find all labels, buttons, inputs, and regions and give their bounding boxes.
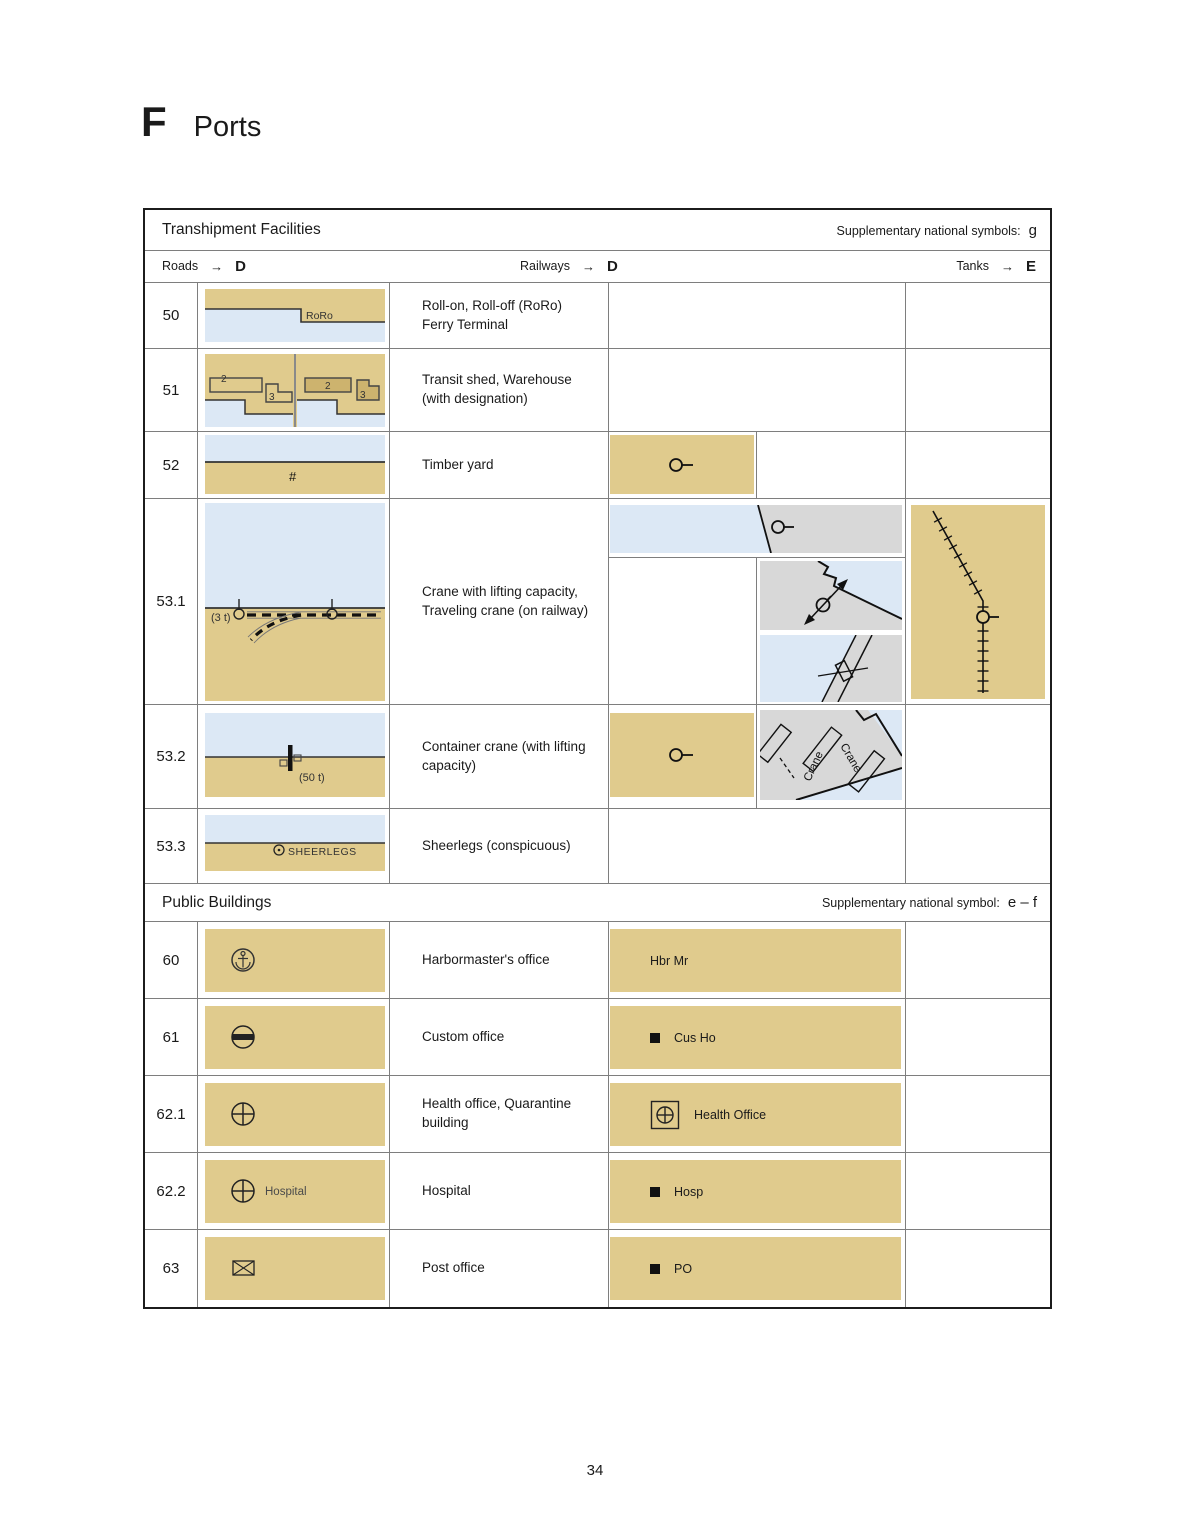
description-text: Health office, Quarantine building xyxy=(422,1096,572,1130)
traveling-crane-subcell xyxy=(757,558,905,704)
int-symbol-cell xyxy=(198,283,390,348)
supplementary-cell xyxy=(906,999,1050,1075)
capacity-label: (50 t) xyxy=(299,772,325,784)
description-cell xyxy=(390,1153,609,1229)
table-section-title: Transhipment Facilities xyxy=(162,221,321,238)
crane-plain-symbol xyxy=(610,713,754,797)
description-text: Crane with lifting capacity, Traveling crane (on railway) xyxy=(422,583,589,618)
description-text: Harbormaster's office xyxy=(422,951,550,967)
table-row-52 xyxy=(145,432,1050,499)
table-row-62-2 xyxy=(145,1153,1050,1230)
roro-label: RoRo xyxy=(306,310,333,322)
section-letter: F xyxy=(141,98,168,145)
supplementary-cell xyxy=(906,349,1050,431)
other-symbol-cell xyxy=(609,499,906,704)
abbr-text: Hbr Mr xyxy=(650,953,689,968)
description-text: Timber yard xyxy=(422,456,494,472)
int-symbol-cell xyxy=(198,1076,390,1152)
crossref-railways-label: Railways xyxy=(520,259,571,273)
abbr-text: Health Office xyxy=(694,1107,767,1122)
building-square-icon xyxy=(650,1264,660,1274)
description-cell xyxy=(390,499,609,704)
table-row-62-1 xyxy=(145,1076,1050,1153)
page-number: 34 xyxy=(586,1462,604,1479)
description-cell xyxy=(390,283,609,348)
container-crane-symbol xyxy=(205,713,385,797)
other-symbol-cell xyxy=(609,349,906,431)
supplementary-cell xyxy=(906,432,1050,498)
description-cell xyxy=(390,1076,609,1152)
crane-label: Crane xyxy=(801,749,826,784)
timber-yard-symbol xyxy=(205,435,385,494)
shed-number: 2 xyxy=(325,381,331,392)
crane-on-railway-supplementary xyxy=(911,505,1045,699)
crane-on-railway-extract xyxy=(760,635,902,702)
abbreviation-box xyxy=(610,1006,901,1069)
abbreviation-box xyxy=(610,1237,901,1300)
shed-number: 3 xyxy=(269,392,275,403)
crane-chart-extract xyxy=(760,710,902,800)
description-text: Roll-on, Roll-off (RoRo) Ferry Terminal xyxy=(422,297,563,332)
health-office-badge-icon xyxy=(650,1100,680,1130)
row-number: 62.1 xyxy=(145,1076,198,1152)
abbreviation-box xyxy=(610,929,901,992)
supplementary-cell xyxy=(906,283,1050,348)
supplementary-cell xyxy=(906,499,1050,704)
building-square-icon xyxy=(650,1033,660,1043)
capacity-label: (3 t) xyxy=(211,612,231,624)
custom-office-symbol xyxy=(205,1006,385,1069)
table-row-53-1 xyxy=(145,499,1050,705)
description-text: Container crane (with lifting capacity) xyxy=(422,738,586,773)
supplementary-label: Supplementary national symbols: xyxy=(836,223,1021,238)
row-number: 51 xyxy=(145,349,198,431)
abbr-text: Hosp xyxy=(674,1184,704,1199)
timber-yard-glyph: # xyxy=(289,469,297,484)
crossref-tanks-ref: E xyxy=(1025,257,1036,275)
other-symbol-cell xyxy=(609,1153,906,1229)
description-text: Transit shed, Warehouse (with designation) xyxy=(422,372,572,406)
table-row-60 xyxy=(145,922,1050,999)
int-symbol-cell xyxy=(198,999,390,1075)
int-symbol-cell xyxy=(198,432,390,498)
abbreviation-box xyxy=(610,1160,901,1223)
row-number: 50 xyxy=(145,283,198,348)
table-header-public-buildings xyxy=(145,884,1050,922)
description-cell xyxy=(390,922,609,998)
other-symbol-cell xyxy=(609,432,757,498)
description-cell xyxy=(390,1230,609,1307)
int-symbol-cell xyxy=(198,349,390,431)
int-symbol-cell xyxy=(198,1230,390,1307)
int-symbol-cell xyxy=(198,499,390,704)
other-symbol-cell xyxy=(609,705,757,808)
section-title: Ports xyxy=(193,111,262,143)
table-row-61 xyxy=(145,999,1050,1076)
arrow-right-icon: → xyxy=(582,258,596,274)
row-number: 63 xyxy=(145,1230,198,1307)
hospital-symbol xyxy=(205,1160,385,1223)
description-cell xyxy=(390,809,609,883)
supplementary-cell xyxy=(906,1230,1050,1307)
other-symbol-cell xyxy=(609,999,906,1075)
crane-lifting-symbol xyxy=(205,503,385,701)
other-symbol-cell xyxy=(757,705,906,808)
crossref-roads xyxy=(162,250,246,282)
other-symbol-cell xyxy=(609,809,906,883)
other-symbol-cell xyxy=(609,922,906,998)
description-text: Post office xyxy=(422,1260,485,1276)
row-number: 61 xyxy=(145,999,198,1075)
sheerlegs-label: SHEERLEGS xyxy=(288,846,357,858)
table-header-transhipment xyxy=(145,210,1050,251)
hospital-label: Hospital xyxy=(265,1186,307,1198)
description-text: Custom office xyxy=(422,1028,505,1044)
row-number: 53.3 xyxy=(145,809,198,883)
supplementary-value: e – f xyxy=(1007,894,1037,911)
other-symbol-cell xyxy=(609,283,906,348)
row-number: 53.1 xyxy=(145,499,198,704)
table-row-51 xyxy=(145,349,1050,432)
int-symbol-cell xyxy=(198,1153,390,1229)
supplementary-note xyxy=(822,894,1037,911)
cross-reference-row xyxy=(145,250,1050,283)
description-cell xyxy=(390,349,609,431)
description-cell xyxy=(390,432,609,498)
page-title xyxy=(141,98,261,146)
crane-plain-symbol xyxy=(610,435,754,494)
supplementary-cell xyxy=(906,1076,1050,1152)
table-section-title: Public Buildings xyxy=(162,893,272,911)
other-symbol-cell xyxy=(757,432,906,498)
supplementary-cell xyxy=(906,705,1050,808)
shed-number: 2 xyxy=(221,374,227,385)
crane-icon xyxy=(977,611,989,623)
description-text: Sheerlegs (conspicuous) xyxy=(422,837,571,853)
supplementary-cell xyxy=(906,809,1050,883)
crane-on-quay-extract xyxy=(610,505,902,553)
abbr-text: Cus Ho xyxy=(674,1030,716,1045)
int-symbol-cell xyxy=(198,705,390,808)
table-row-50 xyxy=(145,283,1050,349)
table-row-63 xyxy=(145,1230,1050,1307)
table-row-53-3 xyxy=(145,809,1050,884)
empty-subcell xyxy=(609,558,757,704)
description-text: Hospital xyxy=(422,1182,471,1198)
traveling-crane-extract xyxy=(760,561,902,630)
int-symbol-cell xyxy=(198,922,390,998)
int-symbol-cell xyxy=(198,809,390,883)
supplementary-cell xyxy=(906,1153,1050,1229)
symbols-table xyxy=(143,208,1052,1309)
roro-terminal-symbol xyxy=(205,289,385,342)
abbr-text: PO xyxy=(674,1261,693,1276)
harbormaster-symbol xyxy=(205,929,385,992)
shed-number: 3 xyxy=(360,390,366,401)
other-symbol-cell xyxy=(609,1076,906,1152)
sheerlegs-symbol xyxy=(205,815,385,871)
description-cell xyxy=(390,705,609,808)
row-number: 62.2 xyxy=(145,1153,198,1229)
row-number: 53.2 xyxy=(145,705,198,808)
crossref-roads-ref: D xyxy=(235,257,246,275)
health-office-symbol xyxy=(205,1083,385,1146)
crossref-tanks xyxy=(956,250,1036,282)
abbreviation-box xyxy=(610,1083,901,1146)
crossref-railways-ref: D xyxy=(607,257,618,275)
crane-chart-extract-wide xyxy=(609,499,905,558)
row-number: 52 xyxy=(145,432,198,498)
other-symbol-cell xyxy=(609,1230,906,1307)
supplementary-cell xyxy=(906,922,1050,998)
supplementary-note xyxy=(837,222,1037,239)
crossref-tanks-label: Tanks xyxy=(956,259,989,273)
table-row-53-2 xyxy=(145,705,1050,809)
container-crane-icon xyxy=(288,745,293,771)
building-square-icon xyxy=(650,1187,660,1197)
arrow-right-icon: → xyxy=(210,258,224,274)
crossref-railways xyxy=(520,250,618,282)
description-cell xyxy=(390,999,609,1075)
row-number: 60 xyxy=(145,922,198,998)
arrow-right-icon: → xyxy=(1000,258,1014,274)
crossref-roads-label: Roads xyxy=(162,259,199,273)
transit-shed-symbol xyxy=(205,354,385,427)
supplementary-value: g xyxy=(1028,221,1037,239)
post-office-symbol xyxy=(205,1237,385,1300)
supplementary-label: Supplementary national symbol: xyxy=(821,896,1000,910)
crane-label: Crane xyxy=(837,741,864,775)
